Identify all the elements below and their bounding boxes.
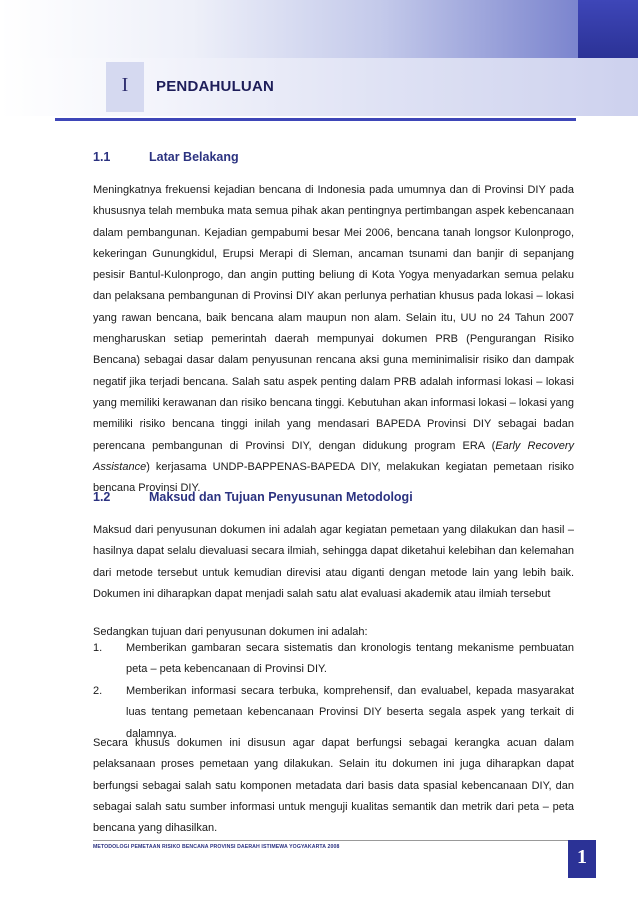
section-heading-1-1 [93, 150, 239, 164]
list-marker: 2. [93, 685, 103, 697]
section-number: 1.1 [93, 150, 111, 164]
section-title: Maksud dan Tujuan Penyusunan Metodologi [149, 490, 413, 504]
paragraph-text: ) kerjasama UNDP-BAPPENAS-BAPEDA DIY, melakukan kegiatan pemetaan risiko bencana Provinsi DIY. [93, 460, 574, 495]
chapter-band [0, 58, 638, 116]
list-marker: 1. [93, 642, 103, 654]
page-number: 1 [577, 846, 587, 868]
list-item-text: Memberikan informasi secara terbuka, komprehensif, dan evaluabel, kepada masyarakat luas tentang pemetaan kebencanaan Provinsi DIY beserta segala aspek yang terkait di dalamnya. [126, 685, 574, 740]
program-name-italic: Early Recovery Assistance [93, 439, 574, 473]
paragraph-text: Meningkatnya frekuensi kejadian bencana di Indonesia pada umumnya dan di Provinsi DIY pada khususnya telah membuka mata semua pihak akan pentingnya pertimbangan aspek kebencanaan dalam pembangunan. Kejadian gempabumi besar Mei 2006, bencana tanah longsor Kulonprogo, kekeringan Gunungkidul, Erupsi Merapi di Sleman, ancaman tsunami dan banjir di sepanjang pesisir Bantul-Kulonprogo, dan angin putting beliung di Kota Yogya menyadarkan semua pelaku dan pelaksana pembangunan di Provinsi DIY akan perlunya perhatian khusus pada lokasi – lokasi yang rawan bencana, baik bencana alam maupun non alam. Selain itu, UU no 24 Tahun 2007 mengharuskan setiap pemerintah daerah mempunyai dokumen PRB (Pengurangan Risiko Bencana) sebagai dasar dalam penyusunan rencana aksi guna meminimalisir risiko dan dampak negatif jika terjadi bencana. Salah satu aspek penting dalam PRB adalah informasi lokasi – lokasi yang memiliki kerawanan dan risiko bencana tinggi. Kebutuhan akan informasi lokasi – lokasi yang memiliki risiko bencana tinggi inilah yang mendasari BAPEDA Provinsi DIY sebagai badan perencana pembangunan di Provinsi DIY, dengan didukung program ERA ( [93, 184, 574, 452]
footer-title: METODOLOGI PEMETAAN RISIKO BENCANA PROVINSI DAERAH ISTIMEWA YOGYAKARTA 2008 [93, 844, 340, 850]
purpose-paragraph: Maksud dari penyusunan dokumen ini adalah agar kegiatan pemetaan yang dilakukan dan hasil – hasilnya dapat selalu dievaluasi secara ilmiah, sehingga dapat diketahui kelebihan dan kelemahan dari metode tersebut untuk kemudian direvisi atau diganti dengan metode lain yang lebih baik. Dokumen ini diharapkan dapat menjadi salah satu alat evaluasi akademik atau ilmiah tersebut [93, 524, 574, 600]
chapter-divider [55, 118, 576, 121]
section-heading-1-2 [93, 490, 413, 504]
chapter-title: PENDAHULUAN [156, 78, 275, 95]
chapter-number: I [121, 74, 129, 96]
header-corner-block [578, 0, 638, 58]
list-item [93, 638, 574, 681]
header-gradient-bar [0, 0, 638, 58]
specific-purpose-paragraph: Secara khusus dokumen ini disusun agar dapat berfungsi sebagai kerangka acuan dalam pelaksanaan proses pemetaan yang dilakukan. Selain itu dokumen ini juga diharapkan dapat berfungsi sebagai salah satu komponen metadata dari basis data spasial kebencanaan DIY, dan sebagai salah satu sumber informasi untuk menguji kualitas semantik dan metrik dari peta – peta bencana yang dihasilkan. [93, 737, 574, 835]
section-title: Latar Belakang [149, 150, 239, 164]
footer-divider [93, 840, 578, 841]
section-number: 1.2 [93, 490, 111, 504]
objectives-intro: Sedangkan tujuan dari penyusunan dokumen ini adalah: [93, 626, 368, 638]
background-paragraph [93, 180, 574, 499]
list-item-text: Memberikan gambaran secara sistematis dan kronologis tentang mekanisme pembuatan peta – peta kebencanaan di Provinsi DIY. [126, 642, 574, 676]
